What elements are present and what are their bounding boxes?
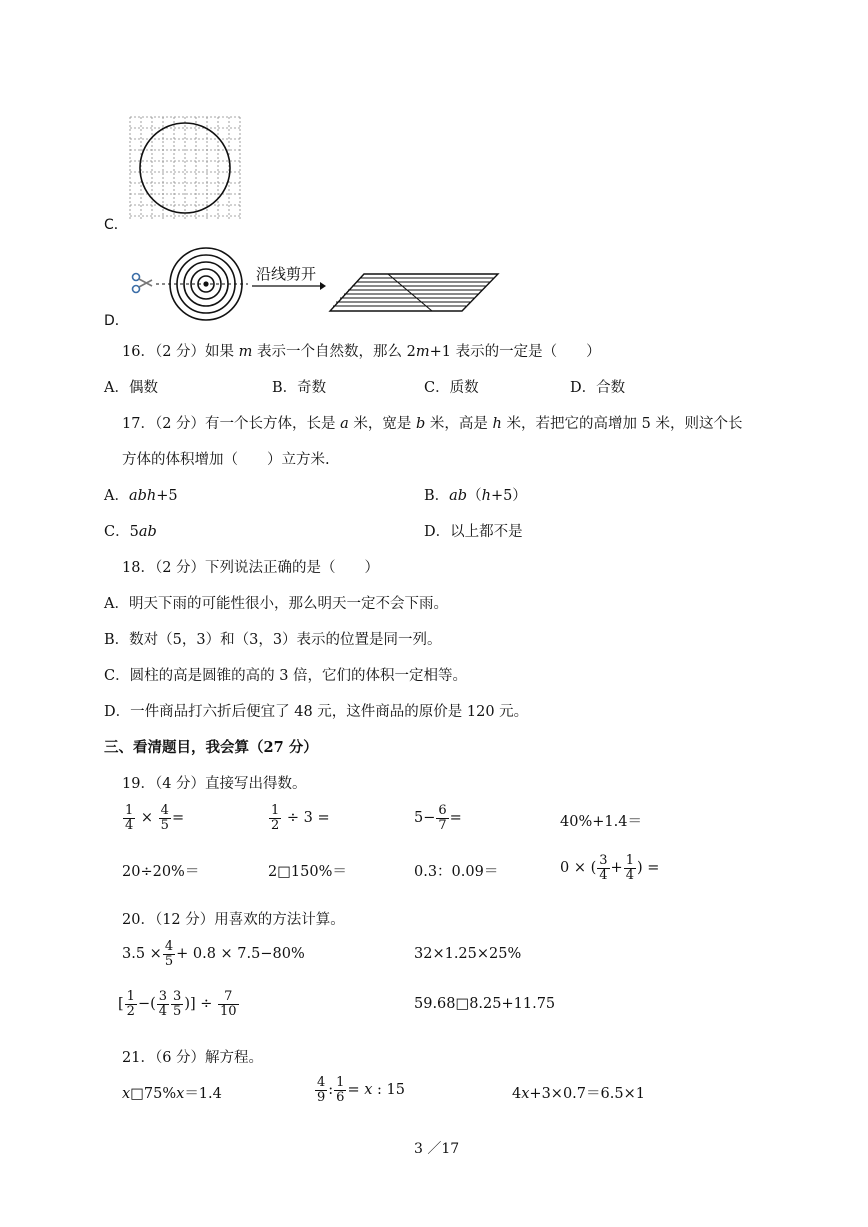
q21-equation-1: x□75%x＝1.4 <box>122 1086 222 1102</box>
q19-expr-2: $\frac{1}{2}$ ÷ 3 = <box>271 803 330 833</box>
figure-c-label: C． <box>104 217 128 233</box>
section-3-heading: 三、看清题目，我会算（27 分） <box>104 739 318 756</box>
q18-option-c[interactable]: C．圆柱的高是圆锥的高的 3 倍，它们的体积一定相等。 <box>104 668 468 684</box>
arrow-right-icon <box>252 280 326 292</box>
figure-d-concentric-circles <box>156 246 256 324</box>
question-19-stem: 19．（4 分）直接写出得数。 <box>122 776 307 792</box>
question-21-stem: 21．（6 分）解方程。 <box>122 1050 264 1066</box>
q17-option-d[interactable]: D．以上都不是 <box>424 524 523 540</box>
question-17-stem: 17．（2 分）有一个长方体，长是 a 米，宽是 b 米，高是 h 米，若把它的高增加 5 米，则这个长 <box>122 416 743 432</box>
q17-option-b[interactable]: B．ab（h+5） <box>424 488 527 504</box>
cut-instruction-text: 沿线剪开 <box>256 265 317 283</box>
q19-expr-7: 0.3：0.09＝ <box>414 864 499 880</box>
figure-d-parallelogram <box>328 272 500 314</box>
figure-d-label: D． <box>104 313 129 329</box>
q18-option-d[interactable]: D．一件商品打六折后便宜了 48 元，这件商品的原价是 120 元。 <box>104 704 529 720</box>
q20-expr-4: 59.68□8.25+11.75 <box>414 996 556 1012</box>
page-number: 3 ／17 <box>414 1141 460 1157</box>
q16-option-c[interactable]: C．质数 <box>424 380 479 396</box>
question-16-stem: 16．（2 分）如果 m 表示一个自然数，那么 2m+1 表示的一定是（ ） <box>122 344 601 360</box>
q20-expr-3: [ $\frac{1}{2}$ −( $\frac{3}{4}$ $\frac{3}{5}$ )] ÷ $\frac{7}{10}$ <box>118 989 237 1019</box>
scissors-icon <box>130 272 156 294</box>
q17-option-a[interactable]: A．abh+5 <box>104 488 178 504</box>
q20-expr-2: 32×1.25×25% <box>414 946 522 962</box>
q19-expr-3: 5− $\frac{6}{7}$ = <box>414 803 462 833</box>
question-20-stem: 20．（12 分）用喜欢的方法计算。 <box>122 912 345 928</box>
q17-option-c[interactable]: C．5ab <box>104 524 157 540</box>
q21-equation-3: 4x+3×0.7＝6.5×1 <box>512 1086 645 1102</box>
figure-c-grid-circle <box>126 113 244 223</box>
q20-expr-1: 3.5 × $\frac{4}{5}$ + 0.8 × 7.5−80% <box>122 939 305 969</box>
q19-expr-4: 40%+1.4＝ <box>560 814 642 830</box>
q19-expr-6: 2□150%＝ <box>268 864 347 880</box>
q16-option-d[interactable]: D．合数 <box>570 380 626 396</box>
q19-expr-8: 0 × ( $\frac{3}{4}$ + $\frac{1}{4}$ ) = <box>560 853 660 883</box>
q18-option-a[interactable]: A．明天下雨的可能性很小，那么明天一定不会下雨。 <box>104 596 448 612</box>
q16-option-b[interactable]: B．奇数 <box>272 380 327 396</box>
q16-option-a[interactable]: A．偶数 <box>104 380 158 396</box>
question-17-stem-line2: 方体的体积增加（ ）立方米. <box>122 452 330 468</box>
q18-option-b[interactable]: B．数对（5，3）和（3，3）表示的位置是同一列。 <box>104 632 442 648</box>
q19-expr-1: $\frac{1}{4}$ × $\frac{4}{5}$ = <box>125 803 185 833</box>
q21-equation-2: $\frac{4}{9}$ : $\frac{1}{6}$ = x : 15 <box>317 1075 405 1105</box>
q19-expr-5: 20÷20%＝ <box>122 864 200 880</box>
question-18-stem: 18．（2 分）下列说法正确的是（ ） <box>122 560 380 576</box>
